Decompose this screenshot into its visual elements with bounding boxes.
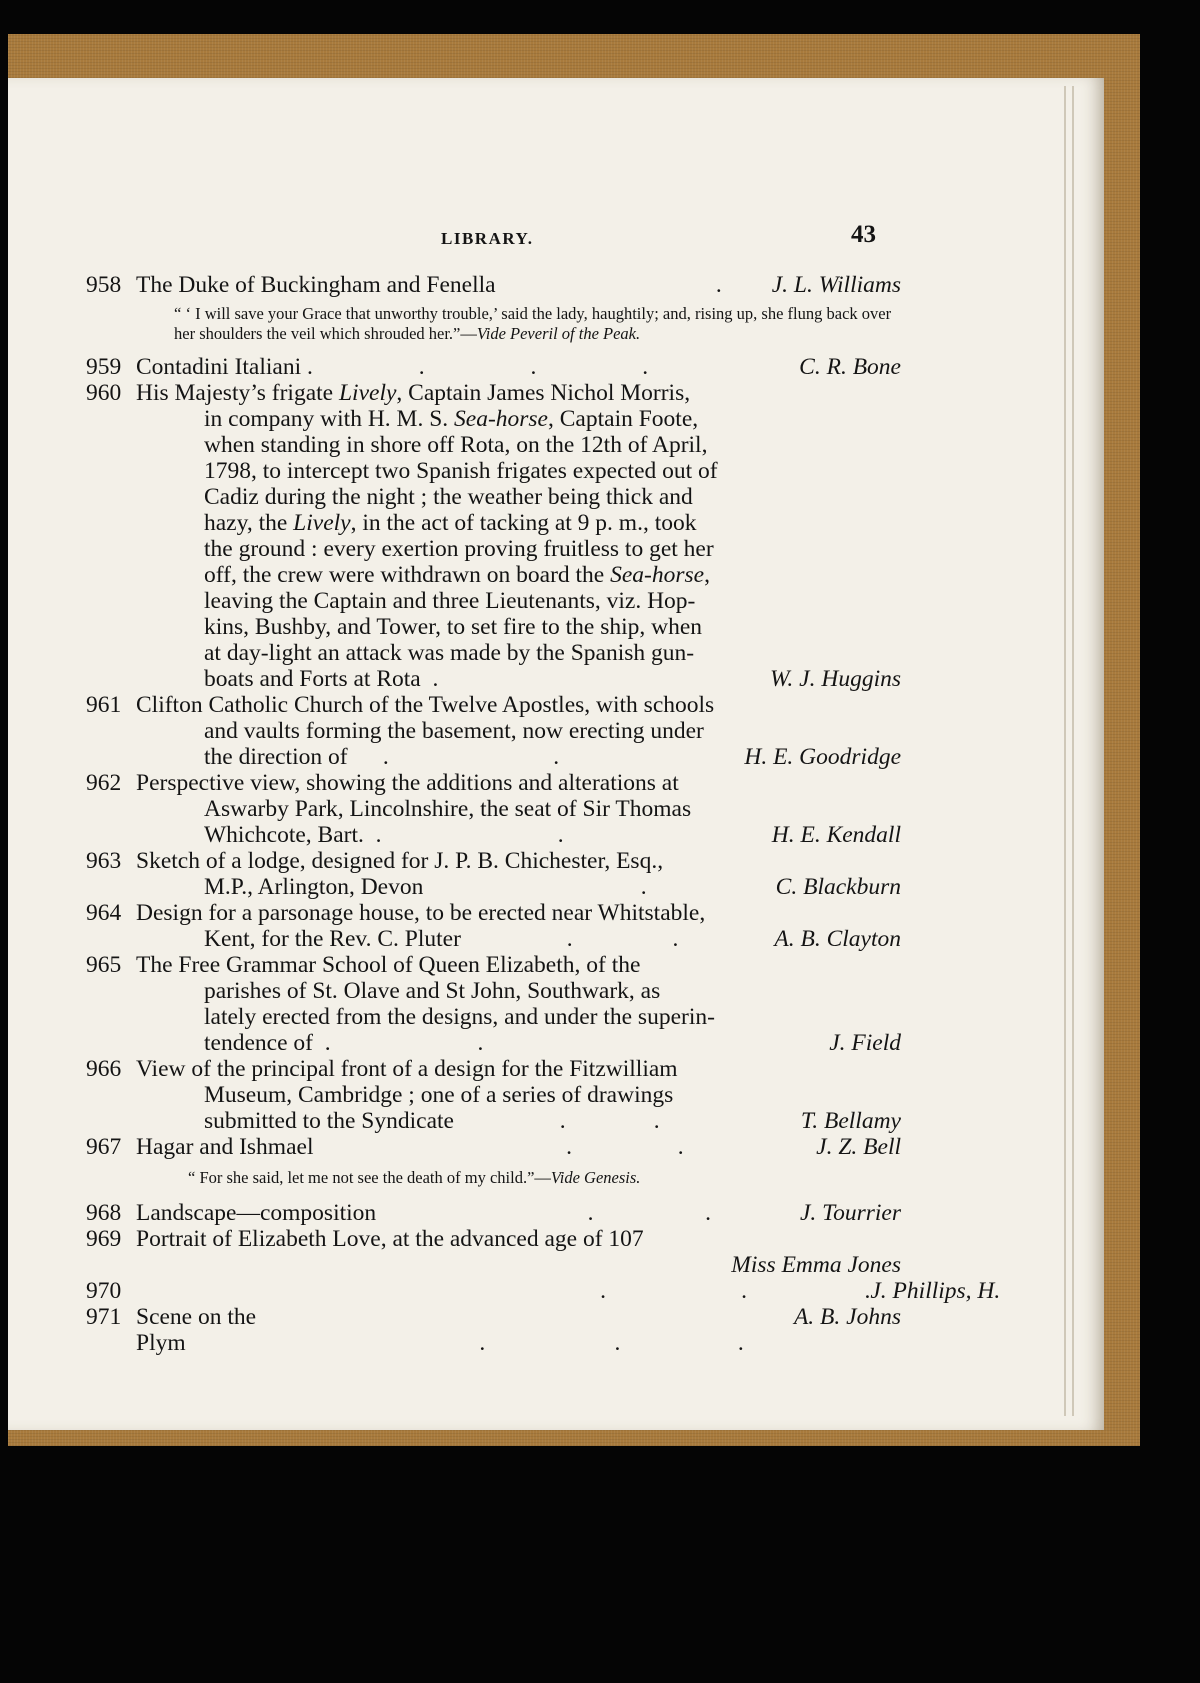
catalogue-entry	[86, 952, 901, 1056]
entry-title: Sketch of a lodge, designed for J. P. B. Chichester, Esq.,	[136, 848, 664, 874]
page-header	[0, 221, 1200, 259]
entry-line: Museum, Cambridge ; one of a series of drawings	[204, 1082, 674, 1108]
entry-line: the direction of . . H. E. Goodridge	[204, 744, 901, 770]
entry-number: 967	[86, 1134, 122, 1160]
entry-title: Scene on the Plym . . .	[136, 1304, 744, 1356]
entry-number: 971	[86, 1304, 122, 1330]
catalogue-entry	[86, 380, 901, 692]
quote-source: Vide Peveril of the Peak.	[476, 324, 641, 343]
entry-artist: J. Z. Bell	[816, 1134, 901, 1160]
entry-line: and vaults forming the basement, now erecting under	[204, 718, 704, 744]
entry-number: 962	[86, 770, 122, 796]
entry-title-text: Landscape—composition	[136, 1200, 377, 1226]
entry-number: 968	[86, 1200, 122, 1226]
entry-line: parishes of St. Olave and St John, Southwark, as	[204, 978, 661, 1004]
quote-source: Vide Genesis.	[550, 1168, 641, 1187]
entry-title: Clifton Catholic Church of the Twelve Apostles, with schools	[136, 692, 715, 718]
entry-number: 966	[86, 1056, 122, 1082]
entry-title: Design for a parsonage house, to be erected near Whitstable,	[136, 900, 706, 926]
entry-artist: A. B. Johns	[793, 1304, 901, 1330]
catalogue-entry	[86, 692, 901, 770]
entry-title-text: Scene on the Plym	[136, 1304, 257, 1356]
entry-line: in company with H. M. S. Sea-horse, Captain Foote,	[204, 406, 699, 432]
catalogue-entry	[86, 770, 901, 848]
entry-artist: T. Bellamy	[800, 1108, 901, 1134]
catalogue-entry	[86, 354, 901, 380]
catalogue-entry	[86, 1056, 901, 1134]
entry-quote	[86, 1160, 901, 1200]
entry-artist: J. Field	[829, 1030, 901, 1056]
entry-title: Perspective view, showing the additions and alterations at	[136, 770, 679, 796]
entry-title: . . .	[136, 1278, 871, 1304]
entry-line: Whichcote, Bart. . . H. E. Kendall	[204, 822, 901, 848]
catalogue-entry	[86, 1278, 1001, 1304]
entry-artist: C. R. Bone	[799, 354, 901, 380]
entry-title: Landscape—composition . .	[136, 1200, 712, 1226]
entry-line: Aswarby Park, Lincolnshire, the seat of Sir Thomas	[204, 796, 692, 822]
entry-title: Hagar and Ishmael . .	[136, 1134, 684, 1160]
catalogue-entry	[86, 1226, 901, 1278]
catalogue-entry	[86, 272, 901, 354]
entry-title: His Majesty’s frigate Lively, Captain James Nichol Morris,	[136, 380, 691, 406]
entry-line: boats and Forts at Rota . W. J. Huggins	[204, 666, 901, 692]
entry-title: Contadini Italiani . . . .	[136, 354, 699, 380]
entry-title: The Free Grammar School of Queen Elizabeth, of the	[136, 952, 641, 978]
entry-line: hazy, the Lively, in the act of tacking at 9 p. m., took	[204, 510, 697, 536]
entry-number: 970	[86, 1278, 122, 1304]
entry-number: 963	[86, 848, 122, 874]
entry-artist: Miss Emma Jones	[731, 1252, 901, 1278]
entry-title: The Duke of Buckingham and Fenella	[136, 272, 496, 298]
entry-line: when standing in shore off Rota, on the 12th of April,	[204, 432, 708, 458]
entry-artist: C. Blackburn	[775, 874, 901, 900]
entry-line: Kent, for the Rev. C. Pluter . . A. B. Clayton	[204, 926, 901, 952]
catalogue-entry	[86, 1200, 901, 1226]
entry-number: 964	[86, 900, 122, 926]
entry-line: lately erected from the designs, and under the superin-	[204, 1004, 715, 1030]
entry-line: M.P., Arlington, Devon . C. Blackburn	[204, 874, 901, 900]
entry-title: Portrait of Elizabeth Love, at the advanced age of 107	[136, 1226, 644, 1252]
entry-number: 969	[86, 1226, 122, 1252]
entry-artist: J. Tourrier	[800, 1200, 901, 1226]
entry-artist: A. B. Clayton	[774, 926, 901, 952]
entry-artist: H. E. Kendall	[771, 822, 901, 848]
entry-artist: J. Phillips, H.	[870, 1278, 1001, 1304]
entry-number: 965	[86, 952, 122, 978]
entry-line: the ground : every exertion proving fruitless to get her	[204, 536, 714, 562]
entry-title-text: Hagar and Ishmael	[136, 1134, 314, 1160]
entry-artist: W. J. Huggins	[770, 666, 901, 692]
entry-line: leaving the Captain and three Lieutenants, viz. Hop-	[204, 588, 696, 614]
quote-text: “ For she said, let me not see the death of my child.”—	[188, 1168, 551, 1187]
page-number: 43	[851, 221, 876, 248]
entry-number: 959	[86, 354, 122, 380]
entry-line: submitted to the Syndicate . . T. Bellamy	[204, 1108, 901, 1134]
entry-line: off, the crew were withdrawn on board the Sea-horse,	[204, 562, 710, 588]
quote-text: “ ‘ I will save your Grace that unworthy trouble,’ said the lady, haughtily; and, rising up, she flung back over her shoulders the veil which shrouded her.”—	[174, 304, 892, 343]
entry-artist: J. L. Williams	[771, 272, 901, 298]
entry-number: 961	[86, 692, 122, 718]
entry-artist: H. E. Goodridge	[744, 744, 901, 770]
entry-line: at day-light an attack was made by the Spanish gun-	[204, 640, 695, 666]
entry-quote	[86, 298, 901, 354]
leader-dots: .	[715, 272, 772, 298]
catalogue-entry	[86, 1134, 901, 1200]
catalogue-entry	[86, 848, 901, 900]
entry-line: kins, Bushby, and Tower, to set fire to the ship, when	[204, 614, 703, 640]
entry-title-text: Contadini Italiani	[136, 354, 302, 380]
entry-line: 1798, to intercept two Spanish frigates expected out of	[204, 458, 718, 484]
catalogue-entry	[86, 900, 901, 952]
entry-title: View of the principal front of a design for the Fitzwilliam	[136, 1056, 678, 1082]
entry-line: Cadiz during the night ; the weather being thick and	[204, 484, 693, 510]
running-head: LIBRARY.	[441, 229, 534, 248]
entry-number: 958	[86, 272, 122, 298]
catalogue-entry	[86, 1304, 901, 1356]
catalogue-entries	[86, 272, 1001, 1356]
entry-line: tendence of . . J. Field	[204, 1030, 901, 1056]
entry-number: 960	[86, 380, 122, 406]
